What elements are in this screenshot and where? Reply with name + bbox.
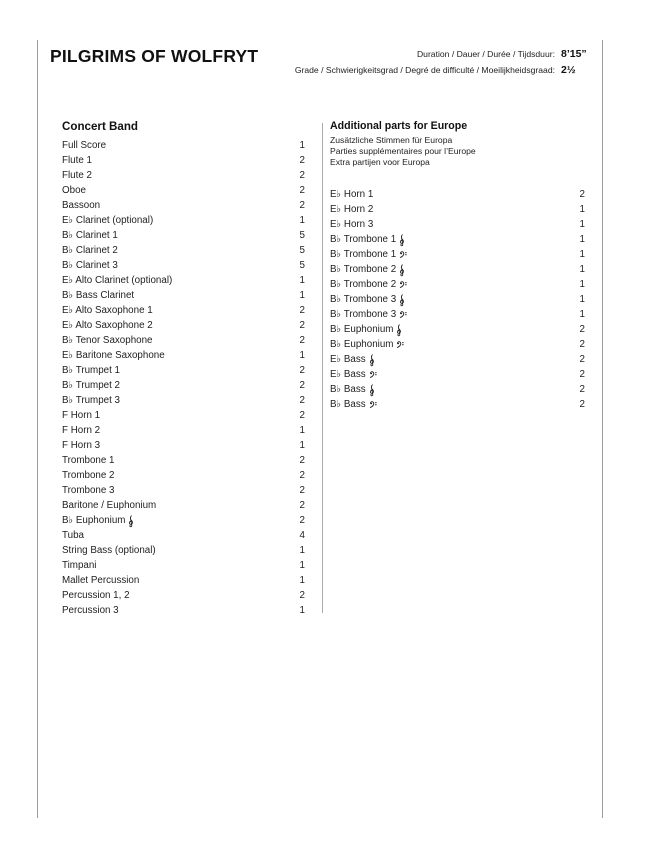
additional-parts-section — [330, 120, 585, 412]
quantity: 4 — [299, 530, 305, 541]
quantity: 2 — [299, 155, 305, 166]
quantity: 1 — [299, 560, 305, 571]
quantity: 1 — [299, 605, 305, 616]
treble-clef-icon — [399, 234, 405, 247]
instrument-name: Oboe — [62, 185, 86, 196]
right-border-rule — [602, 40, 603, 818]
list-item — [330, 217, 585, 232]
quantity: 1 — [579, 264, 585, 276]
concert-band-heading: Concert Band — [62, 120, 139, 133]
quantity: 2 — [299, 470, 305, 481]
list-item — [330, 367, 585, 382]
list-item — [330, 232, 585, 247]
instrument-name: E♭ Bass — [330, 369, 378, 380]
treble-clef-icon — [369, 384, 375, 397]
instrument-name: B♭ Trombone 3 — [330, 293, 405, 306]
left-border-rule — [37, 40, 38, 818]
quantity: 2 — [299, 365, 305, 376]
quantity: 2 — [299, 485, 305, 496]
list-item — [330, 277, 585, 292]
quantity: 1 — [299, 140, 305, 151]
quantity: 1 — [299, 350, 305, 361]
instrument-name: B♭ Bass — [330, 383, 375, 396]
list-item — [330, 307, 585, 322]
quantity: 1 — [299, 275, 305, 286]
instrument-name: E♭ Clarinet (optional) — [62, 215, 154, 226]
list-item — [62, 288, 305, 303]
quantity: 1 — [299, 215, 305, 226]
quantity: 2 — [579, 354, 585, 366]
list-item — [330, 202, 585, 217]
quantity: 2 — [299, 170, 305, 181]
list-item — [62, 393, 305, 408]
list-item — [62, 528, 305, 543]
list-item — [62, 213, 305, 228]
list-item — [62, 138, 305, 153]
instrument-name: E♭ Alto Saxophone 2 — [62, 320, 153, 331]
subtitle-german: Zusätzliche Stimmen für Europa — [330, 135, 453, 145]
list-item — [62, 258, 305, 273]
instrument-name: E♭ Alto Saxophone 1 — [62, 305, 153, 316]
instrument-name: B♭ Clarinet 1 — [62, 230, 118, 241]
instrument-name: B♭ Clarinet 2 — [62, 245, 118, 256]
list-item — [62, 318, 305, 333]
quantity: 1 — [579, 204, 585, 216]
instrument-name: B♭ Trombone 1 — [330, 233, 405, 246]
concert-band-section — [62, 120, 305, 618]
quantity: 1 — [579, 249, 585, 261]
instrument-name: Trombone 3 — [62, 485, 115, 496]
instrument-name: Full Score — [62, 140, 107, 151]
quantity: 2 — [579, 189, 585, 201]
quantity: 2 — [299, 335, 305, 346]
quantity: 2 — [579, 384, 585, 396]
list-item — [330, 262, 585, 277]
treble-clef-icon — [399, 264, 405, 277]
quantity: 5 — [299, 245, 305, 256]
list-item — [330, 397, 585, 412]
instrument-name: E♭ Horn 2 — [330, 204, 374, 216]
quantity: 1 — [579, 234, 585, 246]
list-item — [62, 348, 305, 363]
quantity: 2 — [299, 590, 305, 601]
list-item — [62, 588, 305, 603]
list-item — [62, 423, 305, 438]
list-item — [62, 453, 305, 468]
list-item — [62, 198, 305, 213]
quantity: 2 — [299, 500, 305, 511]
instrument-name: B♭ Trombone 1 — [330, 249, 408, 260]
instrument-name: E♭ Bass — [330, 353, 375, 366]
instrument-name: B♭ Clarinet 3 — [62, 260, 118, 271]
list-item — [62, 543, 305, 558]
instrument-name: Baritone / Euphonium — [62, 500, 157, 511]
instrument-name: F Horn 1 — [62, 410, 101, 421]
bass-clef-icon — [399, 281, 408, 288]
duration-label: Duration / Dauer / Durée / Tijdsduur: — [416, 49, 555, 59]
list-item — [330, 382, 585, 397]
instrument-name: F Horn 3 — [62, 440, 101, 451]
quantity: 1 — [579, 309, 585, 321]
instrument-name: B♭ Euphonium — [330, 323, 402, 336]
quantity: 1 — [299, 440, 305, 451]
list-item — [62, 603, 305, 618]
instrument-name: Tuba — [62, 530, 84, 541]
quantity: 2 — [579, 369, 585, 381]
column-divider — [322, 123, 323, 613]
quantity: 2 — [299, 410, 305, 421]
instrument-name: B♭ Trombone 2 — [330, 263, 405, 276]
list-item — [62, 573, 305, 588]
bass-clef-icon — [399, 251, 408, 258]
additional-parts-heading: Additional parts for Europe — [330, 120, 468, 132]
list-item — [62, 498, 305, 513]
instrument-name: B♭ Trumpet 1 — [62, 365, 120, 376]
list-item — [330, 352, 585, 367]
quantity: 1 — [579, 294, 585, 306]
quantity: 2 — [299, 380, 305, 391]
quantity: 1 — [579, 219, 585, 231]
instrument-name: B♭ Bass — [330, 399, 378, 410]
quantity: 5 — [299, 230, 305, 241]
grade-label: Grade / Schwierigkeitsgrad / Degré de difficulté / Moeilijkheidsgraad: — [294, 65, 555, 75]
instrument-name: Trombone 1 — [62, 455, 115, 466]
list-item — [62, 483, 305, 498]
quantity: 2 — [579, 399, 585, 411]
header-meta — [295, 48, 592, 80]
list-item — [62, 153, 305, 168]
quantity: 2 — [299, 200, 305, 211]
list-item — [62, 438, 305, 453]
treble-clef-icon — [369, 354, 375, 367]
concert-band-list — [62, 138, 305, 618]
bass-clef-icon — [399, 311, 408, 318]
quantity: 1 — [579, 279, 585, 291]
list-item — [330, 337, 585, 352]
instrument-name: E♭ Baritone Saxophone — [62, 350, 165, 361]
list-item — [62, 168, 305, 183]
list-item — [62, 363, 305, 378]
quantity: 1 — [299, 545, 305, 556]
list-item — [62, 468, 305, 483]
instrument-name: B♭ Tenor Saxophone — [62, 335, 153, 346]
list-item — [62, 378, 305, 393]
list-item — [62, 228, 305, 243]
grade-value: 2½ — [561, 64, 576, 76]
duration-value: 8’15” — [561, 48, 587, 60]
quantity: 2 — [299, 305, 305, 316]
instrument-name: Trombone 2 — [62, 470, 115, 481]
list-item — [62, 513, 305, 528]
quantity: 2 — [299, 395, 305, 406]
page-title: PILGRIMS OF WOLFRYT — [50, 46, 259, 66]
quantity: 1 — [299, 575, 305, 586]
quantity: 2 — [299, 455, 305, 466]
bass-clef-icon — [369, 371, 378, 378]
instrument-name: Bassoon — [62, 200, 101, 211]
quantity: 2 — [299, 515, 305, 526]
instrument-name: Flute 2 — [62, 170, 92, 181]
instrument-name: Timpani — [62, 560, 97, 571]
treble-clef-icon — [128, 515, 134, 528]
instrument-name: B♭ Trombone 3 — [330, 309, 408, 320]
subtitle-dutch: Extra partijen voor Europa — [330, 156, 430, 167]
instrument-name: String Bass (optional) — [62, 545, 156, 556]
list-item — [330, 247, 585, 262]
quantity: 2 — [299, 320, 305, 331]
quantity: 5 — [299, 260, 305, 271]
instrument-name: E♭ Alto Clarinet (optional) — [62, 275, 173, 286]
instrument-name: B♭ Bass Clarinet — [62, 290, 135, 301]
bass-clef-icon — [369, 401, 378, 408]
instrument-name: B♭ Euphonium — [62, 514, 134, 527]
instrument-name: B♭ Euphonium — [330, 339, 405, 350]
treble-clef-icon — [396, 324, 402, 337]
list-item — [62, 408, 305, 423]
list-item — [330, 322, 585, 337]
instrument-name: B♭ Trumpet 3 — [62, 395, 120, 406]
quantity: 2 — [299, 185, 305, 196]
list-item — [330, 292, 585, 307]
instrument-name: Mallet Percussion — [62, 575, 140, 586]
list-item — [62, 333, 305, 348]
instrument-name: Flute 1 — [62, 155, 92, 166]
subtitle-french: Parties supplémentaires pour l’Europe — [330, 145, 476, 156]
list-item — [330, 187, 585, 202]
instrument-name: Percussion 1, 2 — [62, 590, 130, 601]
instrument-name: B♭ Trumpet 2 — [62, 380, 120, 391]
list-item — [62, 243, 305, 258]
list-item — [62, 558, 305, 573]
duration-row — [295, 48, 592, 64]
bass-clef-icon — [396, 341, 405, 348]
instrument-name: Percussion 3 — [62, 605, 119, 616]
list-item — [62, 183, 305, 198]
additional-parts-list — [330, 187, 585, 412]
quantity: 2 — [579, 324, 585, 336]
quantity: 1 — [299, 290, 305, 301]
list-item — [62, 303, 305, 318]
instrument-name: F Horn 2 — [62, 425, 101, 436]
list-item — [62, 273, 305, 288]
instrument-name: E♭ Horn 1 — [330, 189, 374, 201]
quantity: 2 — [579, 339, 585, 351]
instrument-name: B♭ Trombone 2 — [330, 279, 408, 290]
treble-clef-icon — [399, 294, 405, 307]
grade-row — [295, 64, 592, 80]
instrument-name: E♭ Horn 3 — [330, 219, 374, 231]
quantity: 1 — [299, 425, 305, 436]
